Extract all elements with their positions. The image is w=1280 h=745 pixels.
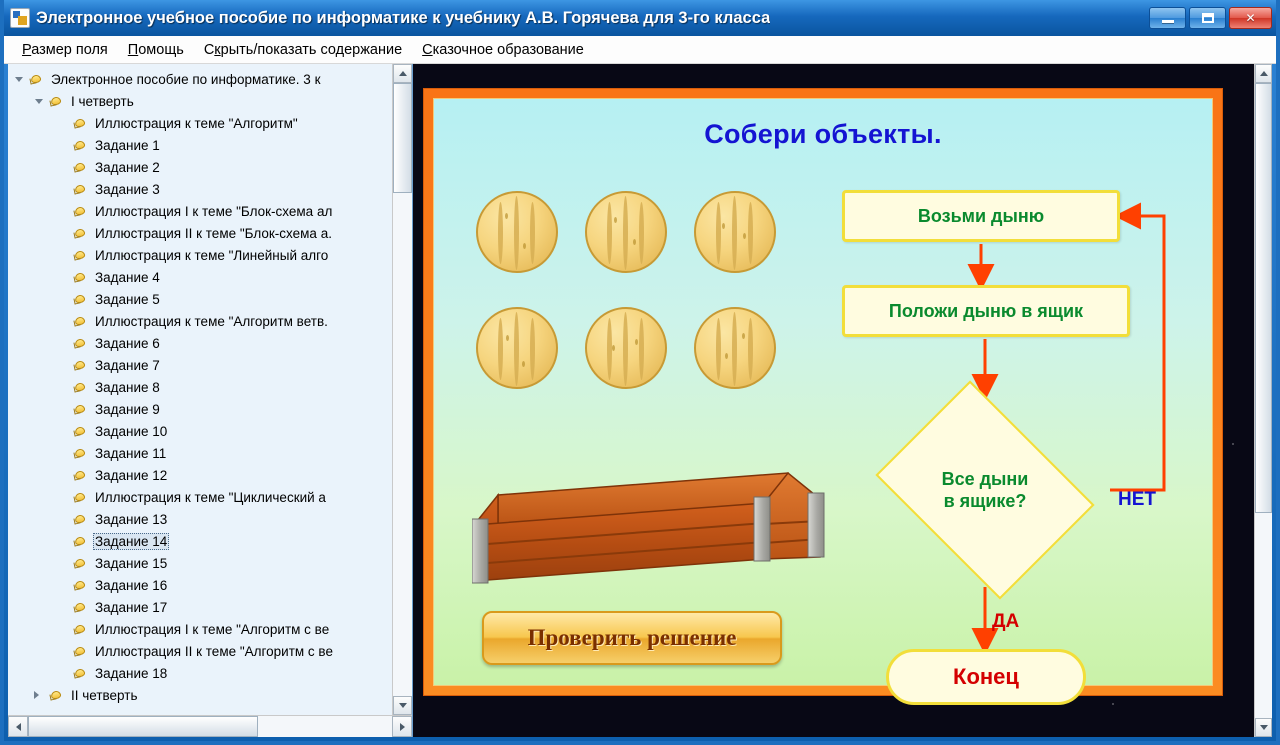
- tree-expander-placeholder: [58, 579, 71, 592]
- tree-item[interactable]: [8, 662, 392, 684]
- chevron-right-icon: [400, 723, 405, 731]
- tree-item-label: Иллюстрация II к теме "Алгоритм с ве: [95, 643, 333, 659]
- tree-item-label: Задание 11: [95, 445, 167, 461]
- condition-line-2: в ящике?: [943, 491, 1027, 511]
- page-bullet-icon: [74, 381, 88, 394]
- page-bullet-icon: [74, 249, 88, 262]
- tree-expander-icon[interactable]: [34, 95, 47, 108]
- page-bullet-icon: [74, 337, 88, 350]
- tree-item-label: I четверть: [71, 93, 134, 109]
- tree-item-label: Задание 17: [95, 599, 168, 615]
- tree-expander-placeholder: [58, 557, 71, 570]
- restore-icon: [1202, 13, 1214, 23]
- tree-item-label: Электронное пособие по информатике. 3 к: [51, 71, 321, 87]
- tree-item[interactable]: [8, 684, 392, 706]
- tree-item[interactable]: [8, 156, 392, 178]
- tree-item-label: Иллюстрация II к теме "Блок-схема а.: [95, 225, 332, 241]
- tree-hscroll-thumb[interactable]: [28, 716, 258, 737]
- check-solution-label: Проверить решение: [527, 625, 737, 650]
- tree-item-label: Задание 9: [95, 401, 160, 417]
- tree-item-label: Задание 4: [95, 269, 160, 285]
- tree-item[interactable]: [8, 508, 392, 530]
- chevron-up-icon: [1260, 71, 1268, 76]
- tree-expander-placeholder: [58, 359, 71, 372]
- condition-text: [860, 395, 1110, 585]
- page-bullet-icon: [74, 557, 88, 570]
- page-bullet-icon: [74, 579, 88, 592]
- tree-expander-placeholder: [58, 249, 71, 262]
- melon-object[interactable]: [694, 191, 776, 273]
- page-bullet-icon: [74, 183, 88, 196]
- menu-item-fairy-education[interactable]: Сказочное образование: [422, 41, 584, 58]
- tree-item-label: Иллюстрация I к теме "Алгоритм с ве: [95, 621, 330, 637]
- window-title: Электронное учебное пособие по информатике к учебнику А.В. Горячева для 3-го класса: [36, 8, 771, 27]
- tree-scroll-up-button[interactable]: [393, 64, 412, 83]
- tree-expander-placeholder: [58, 403, 71, 416]
- tree-item-label: Иллюстрация к теме "Алгоритм ветв.: [95, 313, 328, 329]
- melon-object[interactable]: [476, 307, 558, 389]
- title-bar: [4, 0, 1276, 36]
- menu-label-toggle-contents: рыть/показать содержание: [220, 41, 403, 58]
- page-bullet-icon: [74, 491, 88, 504]
- stage-vertical-scrollbar[interactable]: [1254, 64, 1272, 737]
- flowchart-step-put[interactable]: Положи дыню в ящик: [842, 285, 1130, 337]
- tree-item-label: Задание 1: [95, 137, 160, 153]
- lesson-stage: [413, 64, 1272, 737]
- tree-scroll-track[interactable]: [393, 83, 412, 696]
- tree-expander-placeholder: [58, 271, 71, 284]
- page-bullet-icon: [50, 95, 64, 108]
- tree-expander-placeholder: [58, 337, 71, 350]
- tree-item[interactable]: [8, 354, 392, 376]
- chevron-left-icon: [16, 723, 21, 731]
- window-controls: [1149, 7, 1272, 29]
- page-bullet-icon: [74, 293, 88, 306]
- tree-item[interactable]: [8, 640, 392, 662]
- tree-expander-placeholder: [58, 623, 71, 636]
- tree-item[interactable]: [8, 574, 392, 596]
- flowchart-step-take[interactable]: Возьми дыню: [842, 190, 1120, 242]
- chevron-down-icon: [399, 703, 407, 708]
- menu-label-help: омощь: [138, 41, 184, 58]
- tree-expander-placeholder: [58, 161, 71, 174]
- page-bullet-icon: [74, 601, 88, 614]
- branch-label-yes: ДА: [992, 611, 1020, 632]
- page-bullet-icon: [74, 359, 88, 372]
- tree-item[interactable]: [8, 68, 392, 90]
- tree-expander-placeholder: [58, 513, 71, 526]
- chevron-down-icon: [1260, 725, 1268, 730]
- tree-expander-placeholder: [58, 469, 71, 482]
- tree-scroll-left-button[interactable]: [8, 716, 28, 737]
- tree-item-label: Задание 8: [95, 379, 160, 395]
- menu-item-help[interactable]: Помощь: [127, 41, 184, 58]
- tree-item[interactable]: [8, 332, 392, 354]
- tree-item[interactable]: [8, 288, 392, 310]
- tree-scroll-right-button[interactable]: [392, 716, 412, 737]
- menu-bar: [4, 36, 1276, 64]
- page-bullet-icon: [74, 469, 88, 482]
- tree-expander-placeholder: [58, 205, 71, 218]
- tree-expander-placeholder: [58, 601, 71, 614]
- tree-item-label: Задание 12: [95, 467, 168, 483]
- tree-horizontal-scrollbar[interactable]: [8, 715, 412, 737]
- page-bullet-icon: [74, 645, 88, 658]
- tree-expander-icon[interactable]: [14, 73, 27, 86]
- flowchart: [824, 159, 1204, 689]
- tree-item[interactable]: [8, 618, 392, 640]
- tree-vertical-scrollbar[interactable]: [392, 64, 412, 715]
- app-icon: [10, 8, 30, 28]
- melon-object[interactable]: [694, 307, 776, 389]
- tree-expander-placeholder: [58, 667, 71, 680]
- page-bullet-icon: [50, 689, 64, 702]
- tree-item-label: Иллюстрация к теме "Алгоритм": [95, 115, 298, 131]
- tree-item[interactable]: [8, 552, 392, 574]
- check-solution-button[interactable]: [482, 611, 782, 665]
- tree-expander-placeholder: [58, 183, 71, 196]
- stage-scroll-up-button[interactable]: [1255, 64, 1272, 83]
- page-bullet-icon: [74, 161, 88, 174]
- tree-item[interactable]: [8, 200, 392, 222]
- page-bullet-icon: [74, 667, 88, 680]
- tree-expander-placeholder: [58, 293, 71, 306]
- close-button[interactable]: [1229, 7, 1272, 29]
- tree-item-label: Задание 16: [95, 577, 168, 593]
- wooden-crate[interactable]: [472, 469, 842, 599]
- menu-label-fairy-education: казочное образование: [432, 41, 584, 58]
- tree-expander-placeholder: [58, 381, 71, 394]
- branch-label-no: НЕТ: [1118, 489, 1156, 510]
- tree-item-label: Задание 14: [95, 533, 168, 549]
- tree-item-label: Задание 18: [95, 665, 168, 681]
- tree-expander-placeholder: [58, 425, 71, 438]
- tree-expander-placeholder: [58, 491, 71, 504]
- flowchart-condition[interactable]: [860, 395, 1110, 585]
- melon-object[interactable]: [476, 191, 558, 273]
- tree-item[interactable]: [8, 464, 392, 486]
- page-bullet-icon: [74, 403, 88, 416]
- page-bullet-icon: [74, 271, 88, 284]
- stage-scroll-track[interactable]: [1255, 83, 1272, 718]
- tree-item[interactable]: [8, 266, 392, 288]
- menu-item-toggle-contents[interactable]: Скрыть/показать содержание: [203, 41, 403, 58]
- page-bullet-icon: [30, 73, 44, 86]
- tree-item[interactable]: [8, 398, 392, 420]
- page-bullet-icon: [74, 117, 88, 130]
- flowchart-end[interactable]: Конец: [886, 649, 1086, 705]
- tree-item[interactable]: [8, 90, 392, 112]
- tree-expander-placeholder: [58, 447, 71, 460]
- melon-object[interactable]: [585, 191, 667, 273]
- tree-item[interactable]: [8, 420, 392, 442]
- lesson-slide: [423, 88, 1223, 696]
- page-bullet-icon: [74, 139, 88, 152]
- tree-item[interactable]: [8, 376, 392, 398]
- restore-button[interactable]: [1189, 7, 1226, 29]
- slide-title: Собери объекты.: [704, 119, 942, 149]
- tree-expander-placeholder: [58, 227, 71, 240]
- stage-scroll-down-button[interactable]: [1255, 718, 1272, 737]
- tree-expander-placeholder: [58, 645, 71, 658]
- tree-item[interactable]: [8, 112, 392, 134]
- tree-expander-icon[interactable]: [34, 689, 47, 702]
- stage-scroll-thumb[interactable]: [1255, 83, 1272, 513]
- page-bullet-icon: [74, 535, 88, 548]
- tree-item[interactable]: [8, 530, 392, 552]
- page-bullet-icon: [74, 623, 88, 636]
- tree-item[interactable]: [8, 310, 392, 332]
- page-bullet-icon: [74, 447, 88, 460]
- tree-scroll-down-button[interactable]: [393, 696, 412, 715]
- tree-item[interactable]: [8, 596, 392, 618]
- tree-item-label: II четверть: [71, 687, 138, 703]
- tree-expander-placeholder: [58, 117, 71, 130]
- tree-item[interactable]: [8, 442, 392, 464]
- minimize-icon: [1162, 20, 1174, 23]
- tree-item-label: Задание 3: [95, 181, 160, 197]
- tree-item-label: Задание 10: [95, 423, 168, 439]
- tree-item-label: Иллюстрация I к теме "Блок-схема ал: [95, 203, 333, 219]
- melon-object[interactable]: [585, 307, 667, 389]
- tree-expander-placeholder: [58, 535, 71, 548]
- close-icon: ✕: [1245, 11, 1256, 25]
- contents-tree[interactable]: [8, 64, 392, 715]
- menu-item-field-size[interactable]: Размер поля: [22, 41, 108, 58]
- contents-panel: [8, 64, 413, 737]
- tree-item-label: Задание 5: [95, 291, 160, 307]
- tree-item[interactable]: [8, 178, 392, 200]
- tree-item[interactable]: [8, 244, 392, 266]
- page-bullet-icon: [74, 513, 88, 526]
- minimize-button[interactable]: [1149, 7, 1186, 29]
- tree-item-label: Задание 6: [95, 335, 160, 351]
- tree-item[interactable]: [8, 222, 392, 244]
- condition-line-1: Все дыни: [941, 468, 1029, 489]
- menu-label-field-size: азмер поля: [31, 41, 108, 58]
- tree-item-label: Задание 15: [95, 555, 168, 571]
- tree-scroll-thumb[interactable]: [393, 83, 412, 193]
- tree-item-label: Задание 13: [95, 511, 168, 527]
- tree-expander-placeholder: [58, 315, 71, 328]
- slide-canvas: [433, 98, 1213, 689]
- crate-drawing: [472, 469, 842, 599]
- tree-item-label: Иллюстрация к теме "Циклический а: [95, 489, 326, 505]
- tree-item[interactable]: [8, 486, 392, 508]
- page-bullet-icon: [74, 425, 88, 438]
- page-bullet-icon: [74, 227, 88, 240]
- tree-scroll-area: [8, 64, 412, 715]
- tree-expander-placeholder: [58, 139, 71, 152]
- tree-hscroll-track[interactable]: [28, 716, 392, 737]
- tree-item-label: Задание 7: [95, 357, 160, 373]
- tree-item-label: Иллюстрация к теме "Линейный алго: [95, 247, 329, 263]
- main-content: [8, 64, 1272, 737]
- chevron-up-icon: [399, 71, 407, 76]
- page-bullet-icon: [74, 315, 88, 328]
- tree-item-label: Задание 2: [95, 159, 160, 175]
- page-bullet-icon: [74, 205, 88, 218]
- tree-item[interactable]: [8, 134, 392, 156]
